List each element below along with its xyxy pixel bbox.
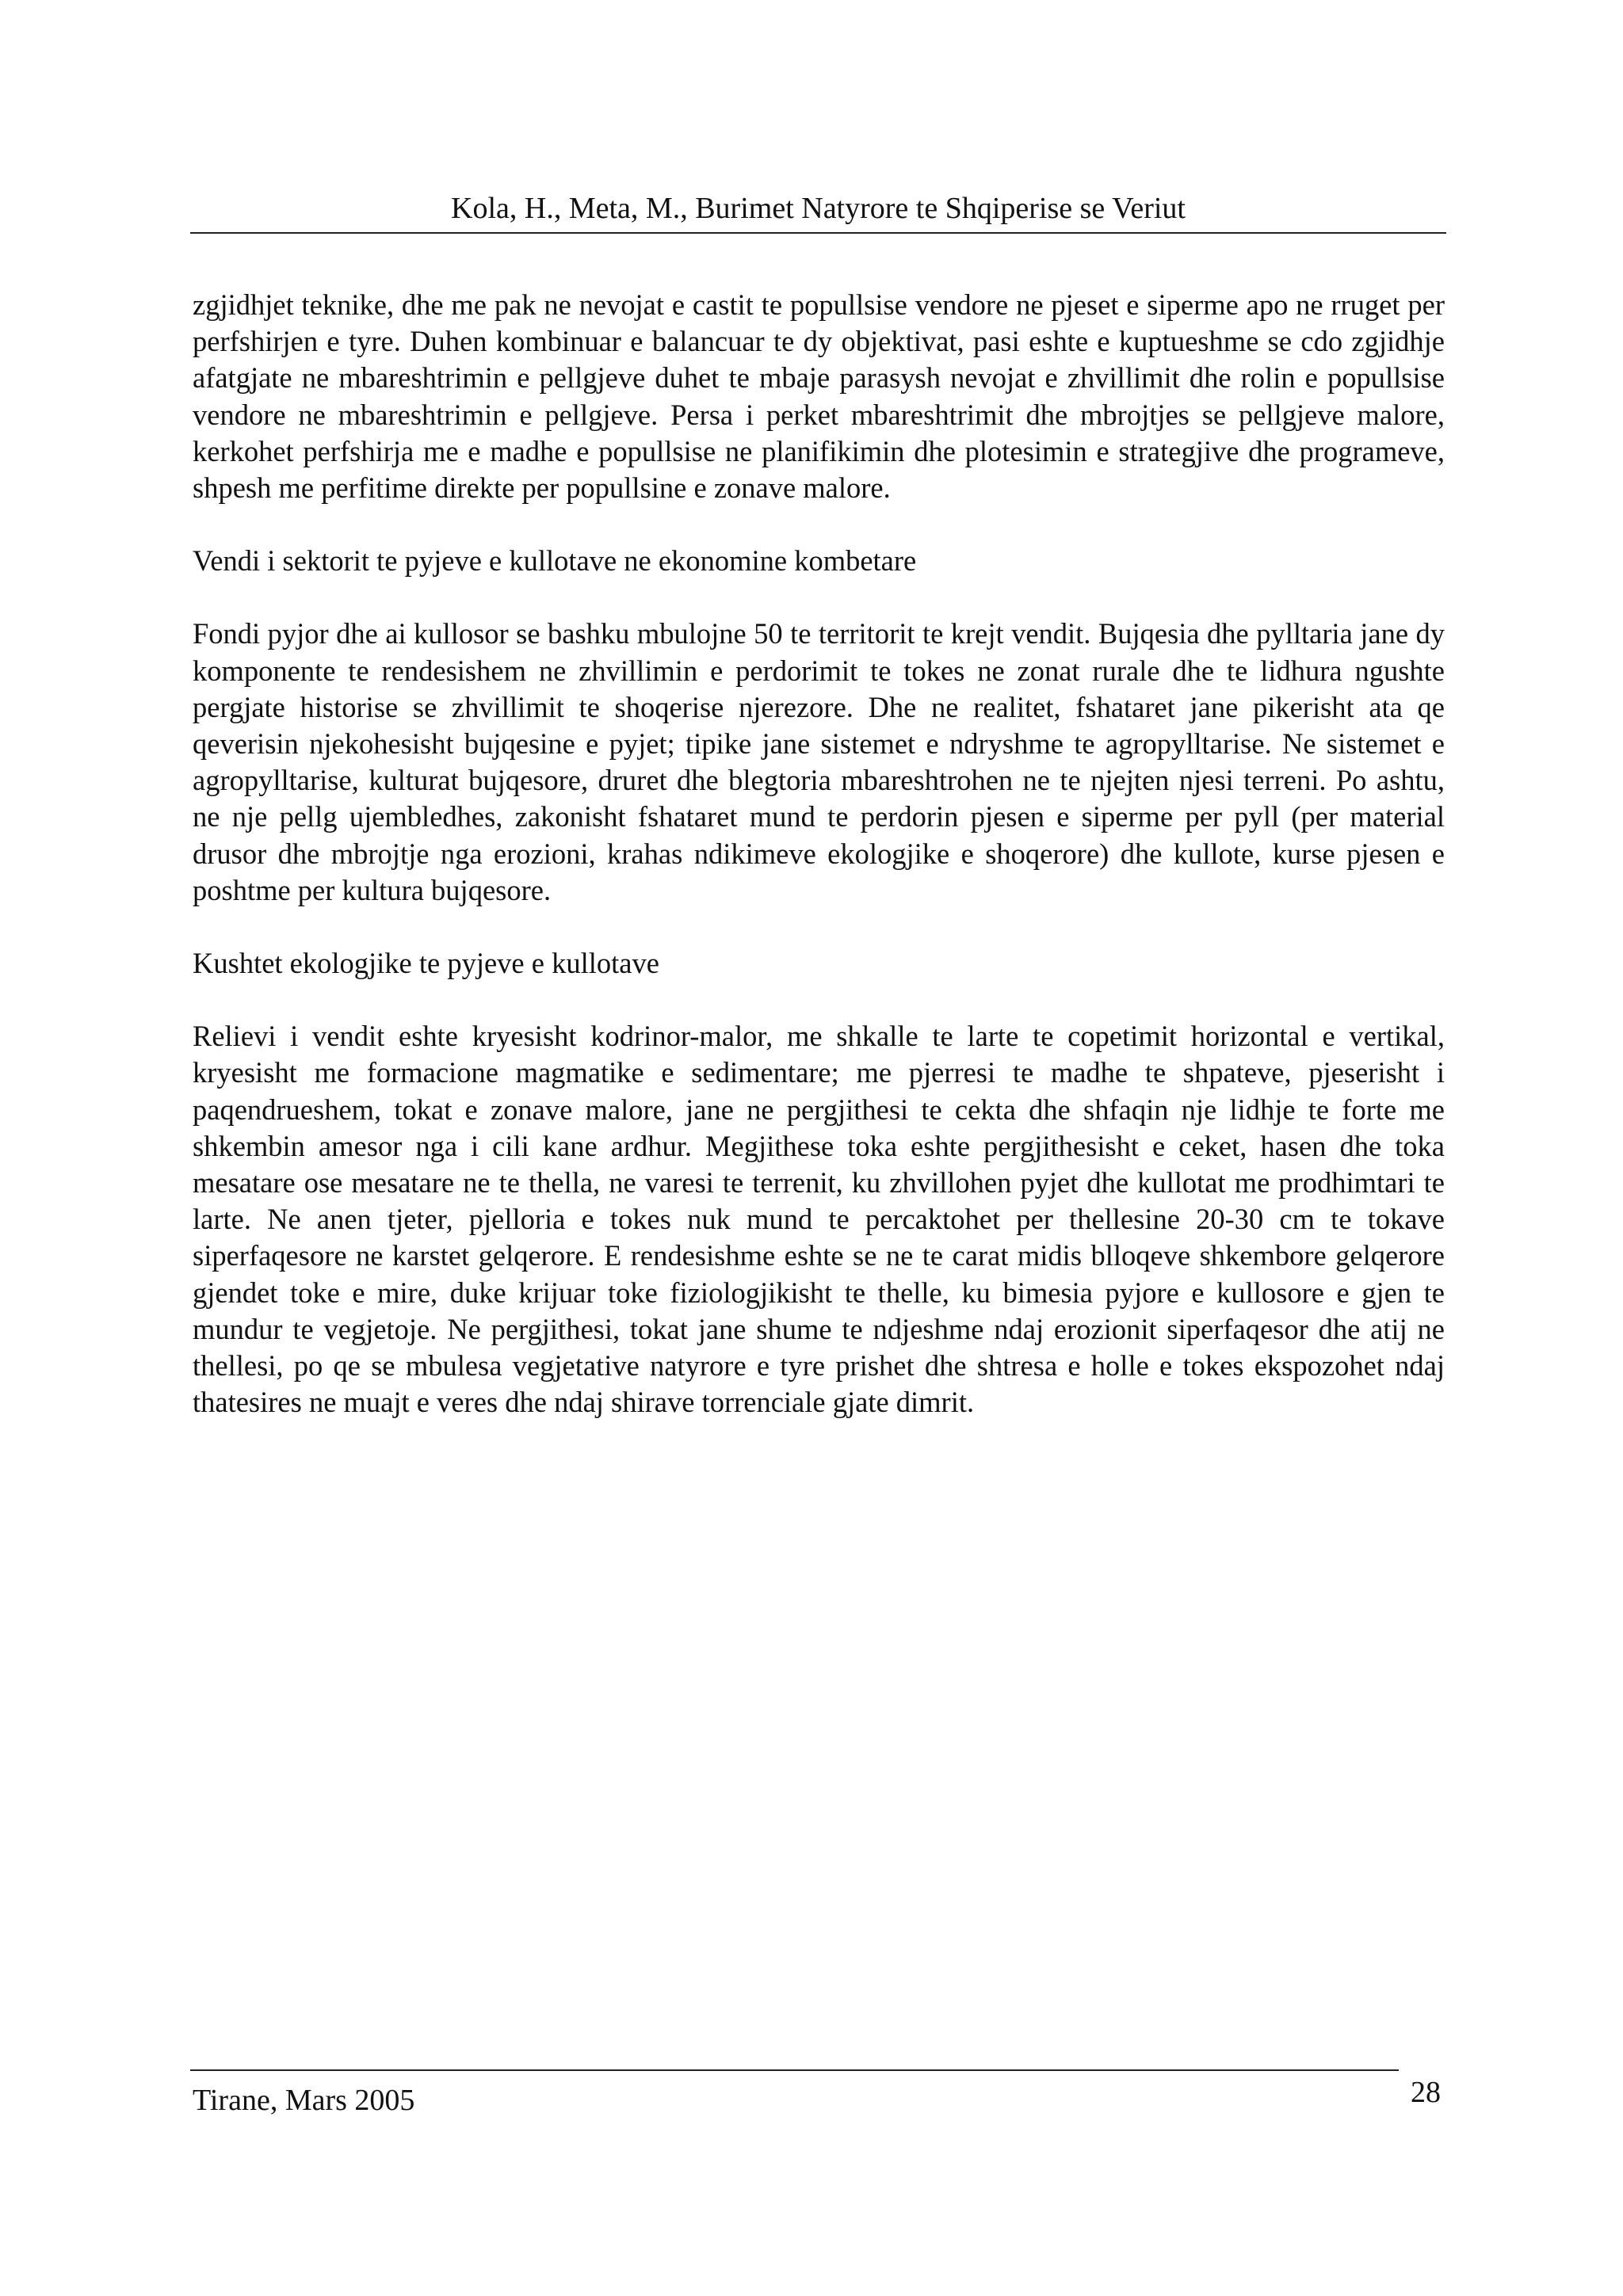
paragraph-continuation: zgjidhjet teknike, dhe me pak ne nevojat e castit te popullsise vendore ne pjeset e siperme apo ne rruget per perfshirjen e tyre. Duhen kombinuar e balancuar te dy objektivat, pasi eshte e kuptueshme se cdo zgjidhje afatgjate ne mbareshtrimin e pellgjeve duhet te mbaje parasysh nevojat e zhvillimit dhe rolin e popullsise vendore ne mbareshtrimin e pellgjeve. Persa i perket mbareshtrimit dhe mbrojtjes se pellgjeve malore, kerkohet perfshirja me e madhe e popullsise ne planifikimin dhe plotesimin e strategjive dhe programeve, shpesh me perfitime direkte per popullsine e zonave malore. xyxy=(193,288,1445,505)
paragraph-relief: Relievi i vendit eshte kryesisht kodrinor-malor, me shkalle te larte te copetimit horizontal e vertikal, kryesisht me formacione magmatike e sedimentare; me pjerresi te madhe te shpateve, pjeserisht i paqendrueshem, tokat e zonave malore, jane ne pergjithesi te cekta dhe shfaqin nje lidhje te forte me shkembin amesor nga i cili kane ardhur. Megjithese toka eshte pergjithesisht e ceket, hasen dhe toka mesatare ose mesatare ne te thella, ne varesi te terrenit, ku zhvillohen pyjet dhe kullotat me prodhimtari te larte. Ne anen tjeter, pjelloria e tokes nuk mund te percaktohet per thellesine 20-30 cm te tokave siperfaqesore ne karstet gelqerore. E rendesishme eshte se ne te carat midis blloqeve shkembore gelqerore gjendet toke e mire, duke krijuar toke fiziologjikisht te thelle, ku bimesia pyjore e kullosore e gjen te mundur te vegjetoje. Ne pergjithesi, tokat jane shume te ndjeshme ndaj erozionit siperfaqesor dhe atij ne thellesi, po qe se mbulesa vegjetative natyrore e tyre prishet dhe shtresa e holle e tokes ekspozohet ndaj thatesires ne muajt e veres dhe ndaj shirave torrenciale gjate dimrit. xyxy=(193,1020,1445,1419)
paragraph-forest-fund: Fondi pyjor dhe ai kullosor se bashku mbulojne 50 te territorit te krejt vendit. Bujqesia dhe pylltaria jane dy komponente te rendesishem ne zhvillimin e perdorimit te tokes ne zonat rurale dhe te lidhura ngushte pergjate historise se zhvillimit te shoqerise njerezore. Dhe ne realitet, fshataret jane pikerisht ata qe qeverisin njekohesisht bujqesine e pyjet; tipike jane sistemet e ndryshme te agropylltarise. Ne sistemet e agropylltarise, kulturat bujqesore, druret dhe blegtoria mbareshtrohen ne te njejten njesi terreni. Po ashtu, ne nje pellg ujembledhes, zakonisht fshataret mund te perdorin pjesen e siperme per pyll (per material drusor dhe mbrojtje nga erozioni, krahas ndikimeve ekologjike e shoqerore) dhe kullote, kurse pjesen e poshtme per kultura bujqesore. xyxy=(193,617,1445,906)
footer-place-date: Tirane, Mars 2005 xyxy=(193,2084,415,2117)
footer-rule xyxy=(190,2069,1399,2071)
section-heading-ecological-conditions: Kushtet ekologjike te pyjeve e kullotave xyxy=(193,947,659,980)
page-number: 28 xyxy=(1411,2076,1441,2109)
body-text xyxy=(193,287,1445,1457)
header-rule xyxy=(190,232,1446,234)
running-header: Kola, H., Meta, M., Burimet Natyrore te Shqiperise se Veriut xyxy=(451,192,1186,225)
section-heading-forest-sector: Vendi i sektorit te pyjeve e kullotave ne ekonomine kombetare xyxy=(193,544,917,578)
